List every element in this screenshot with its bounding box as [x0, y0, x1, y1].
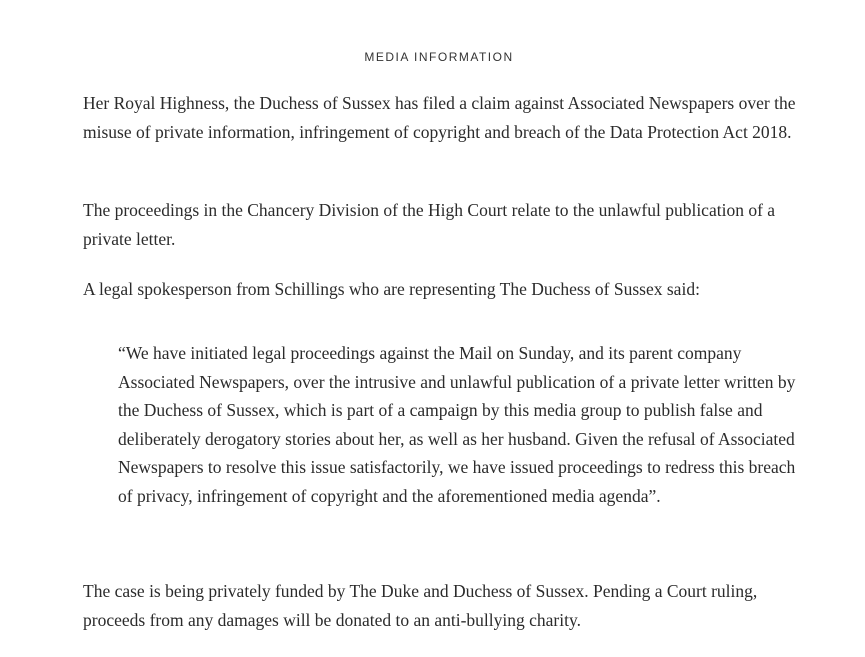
paragraph-proceedings: The proceedings in the Chancery Division of the High Court relate to the unlawful publication of a private letter.: [83, 200, 776, 249]
paragraph-spokesperson: A legal spokesperson from Schillings who are representing The Duchess of Sussex said:: [83, 279, 700, 299]
section-header: MEDIA INFORMATION: [364, 50, 514, 64]
paragraph-funding: The case is being privately funded by The Duke and Duchess of Sussex. Pending a Court ruling, proceeds from any damages will be donated to an anti-bullying charity.: [83, 581, 758, 630]
quote-block: “We have initiated legal proceedings against the Mail on Sunday, and its parent company Associated Newspapers, over the intrusive and unlawful publication of a private letter written by the Duchess of Sussex, which is part of a campaign by this media group to publish false and deliberately derogatory stories about her, as well as her husband. Given the refusal of Associated Newspapers to resolve this issue satisfactorily, we have issued proceedings to redress this breach of privacy, infringement of copyright and the aforementioned media agenda”.: [118, 343, 796, 506]
paragraph-claim: Her Royal Highness, the Duchess of Sussex has filed a claim against Associated Newspapers over the misuse of private information, infringement of copyright and breach of the Data Protection Act 2018.: [83, 93, 796, 142]
